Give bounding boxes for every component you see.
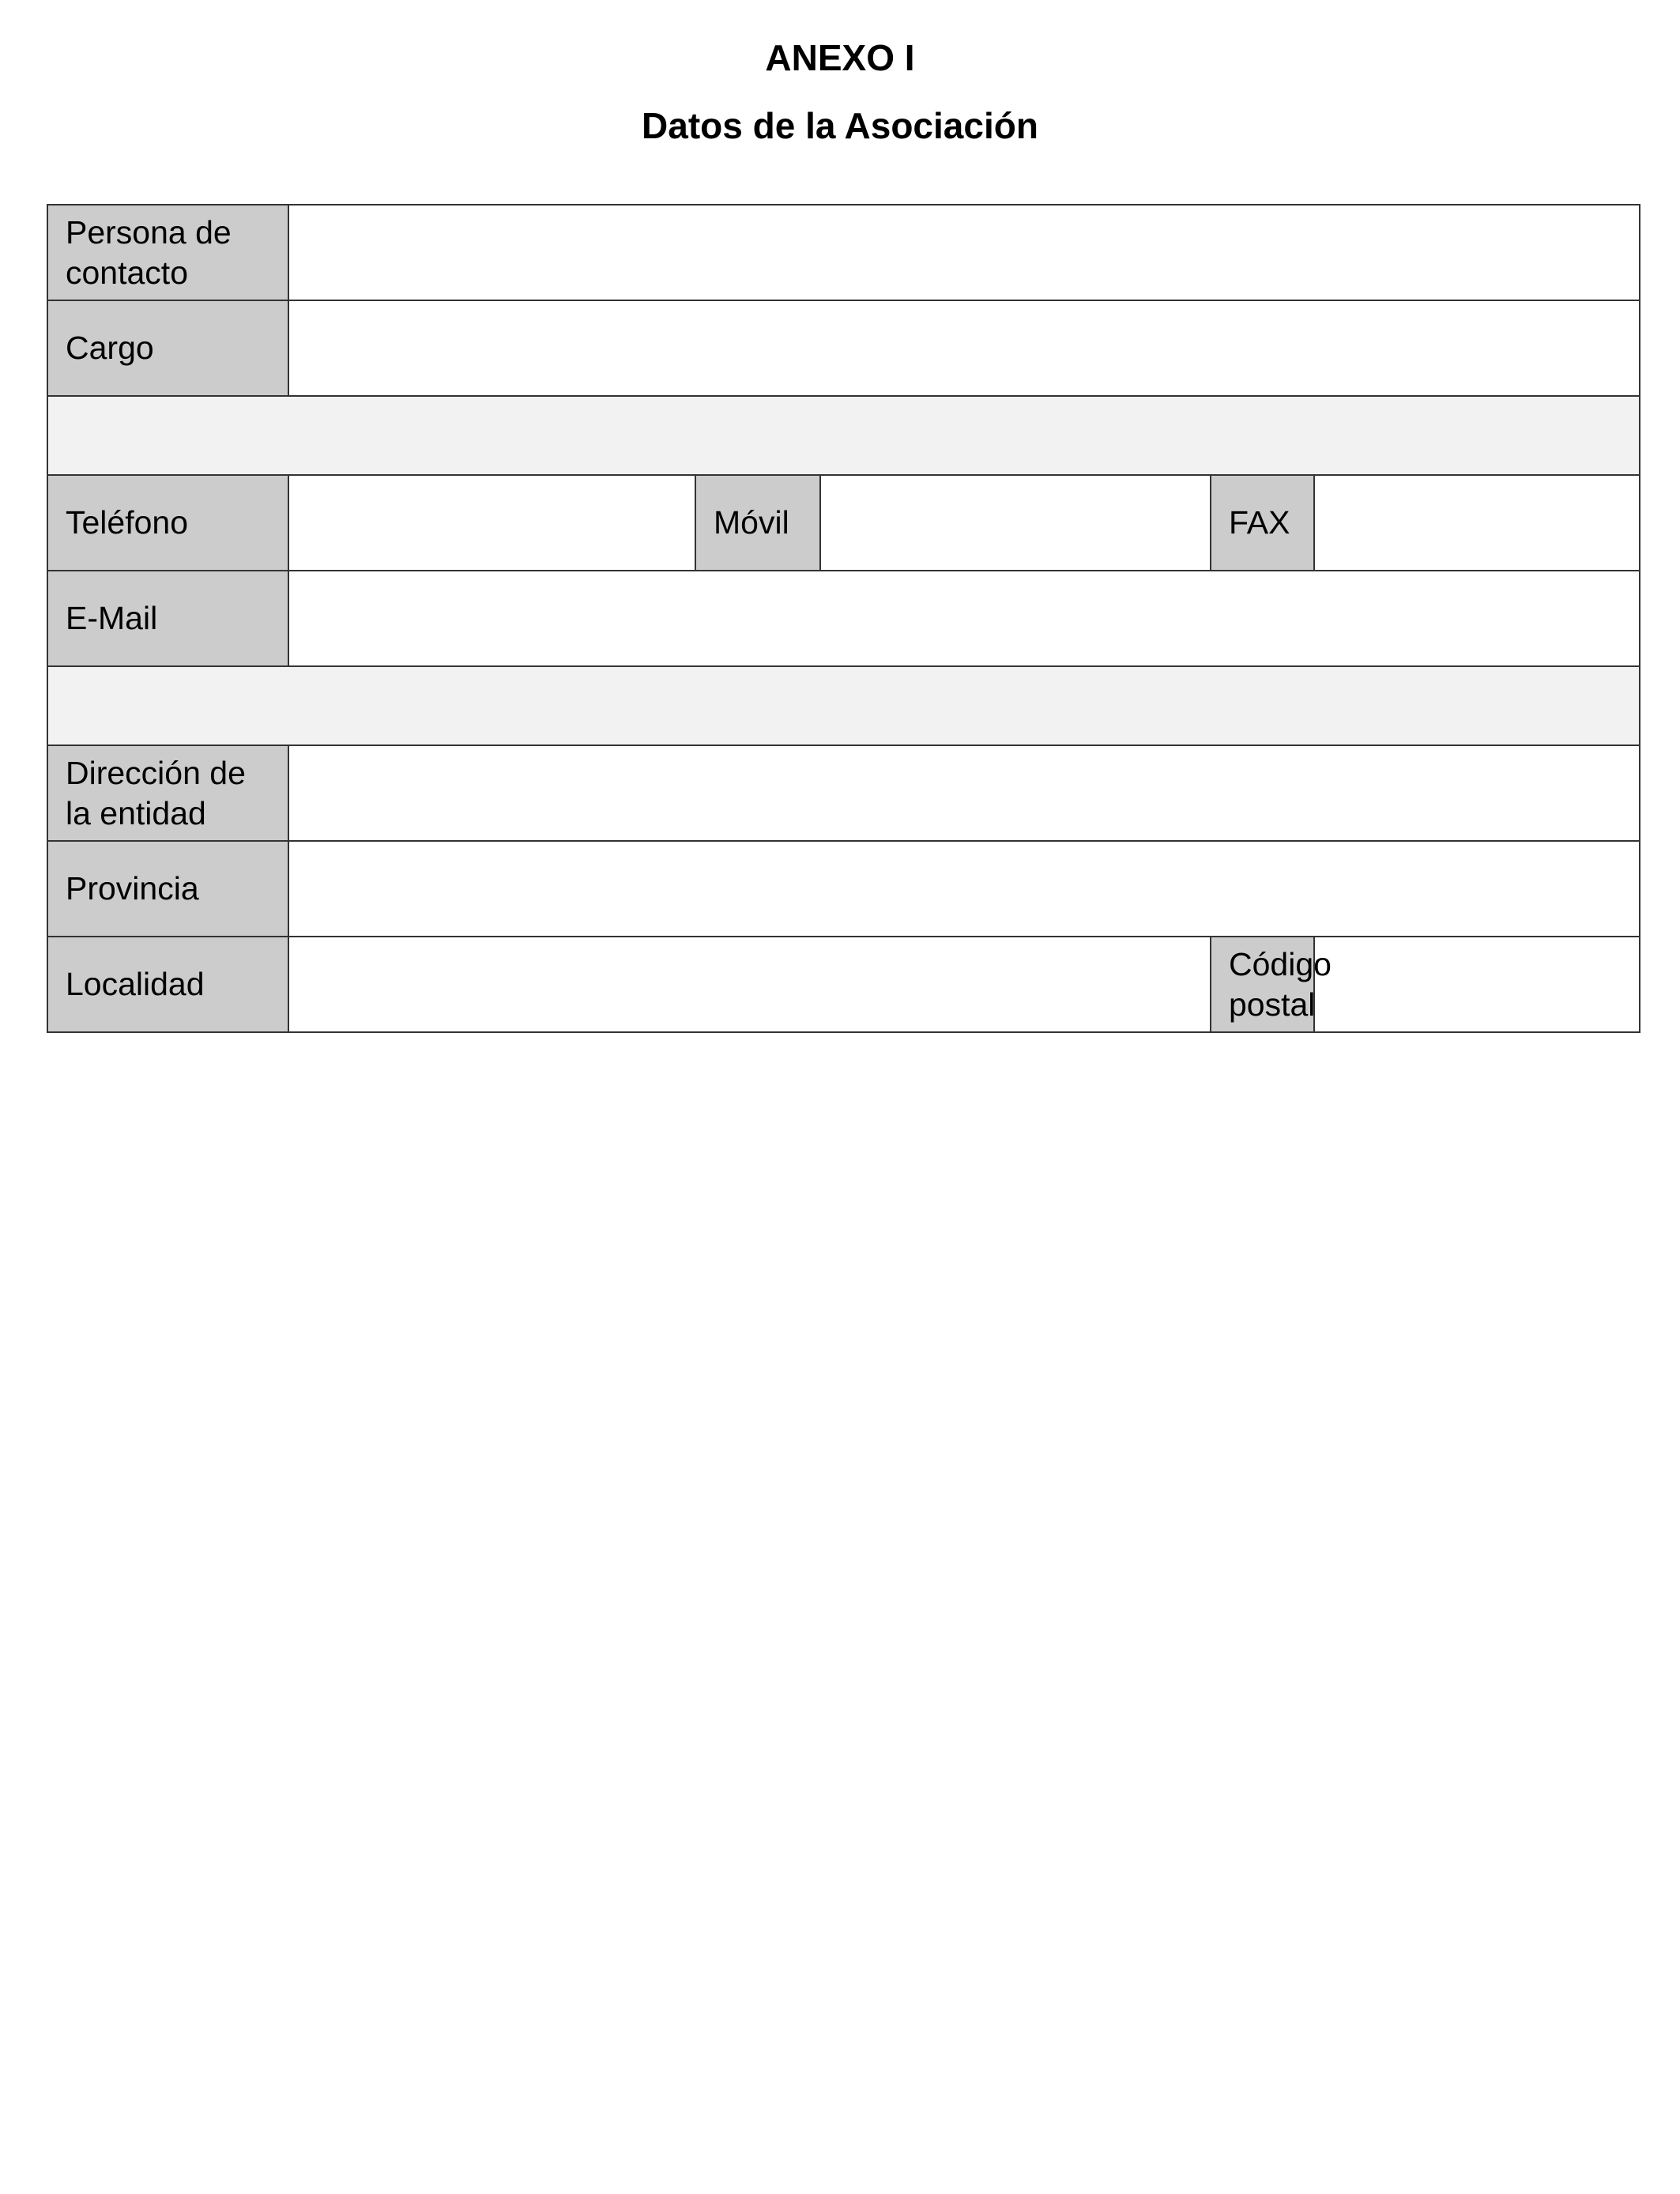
document-subtitle: Datos de la Asociación (642, 105, 1038, 146)
separator-cell-1 (47, 396, 1640, 475)
postal-code-label (1211, 937, 1332, 1032)
mobile-field[interactable] (820, 475, 1211, 571)
address-field[interactable] (288, 745, 1640, 841)
row-phones (47, 475, 1640, 571)
postal-code-label-line2: postal (1229, 986, 1316, 1023)
address-label (47, 745, 288, 841)
contact-person-field[interactable] (288, 205, 1640, 300)
row-province (47, 841, 1640, 937)
row-email (47, 571, 1640, 666)
phone-label: Teléfono (47, 475, 288, 571)
row-address (47, 745, 1640, 841)
separator-row-2 (47, 666, 1640, 745)
fax-field[interactable] (1314, 475, 1640, 571)
province-label: Provincia (47, 841, 288, 937)
postal-code-label-line1: Código (1229, 946, 1332, 983)
postal-code-field[interactable] (1314, 937, 1640, 1032)
province-field[interactable] (288, 841, 1640, 937)
address-label-line1: Dirección de (66, 755, 246, 792)
email-label: E-Mail (47, 571, 288, 666)
fax-label: FAX (1211, 475, 1314, 571)
row-locality (47, 937, 1640, 1032)
contact-person-label-line2: contacto (66, 254, 188, 291)
association-data-form (47, 204, 1640, 1033)
mobile-label: Móvil (695, 475, 820, 571)
contact-person-label-line1: Persona de (66, 214, 232, 251)
phone-field[interactable] (288, 475, 695, 571)
separator-row-1 (47, 396, 1640, 475)
locality-field[interactable] (288, 937, 1211, 1032)
document-title: ANEXO I (765, 37, 915, 78)
address-label-line2: la entidad (66, 794, 206, 831)
locality-label: Localidad (47, 937, 288, 1032)
position-field[interactable] (288, 300, 1640, 396)
contact-person-label (47, 205, 288, 300)
separator-cell-2 (47, 666, 1640, 745)
position-label: Cargo (47, 300, 288, 396)
email-field[interactable] (288, 571, 1640, 666)
row-position (47, 300, 1640, 396)
row-contact-person (47, 205, 1640, 300)
